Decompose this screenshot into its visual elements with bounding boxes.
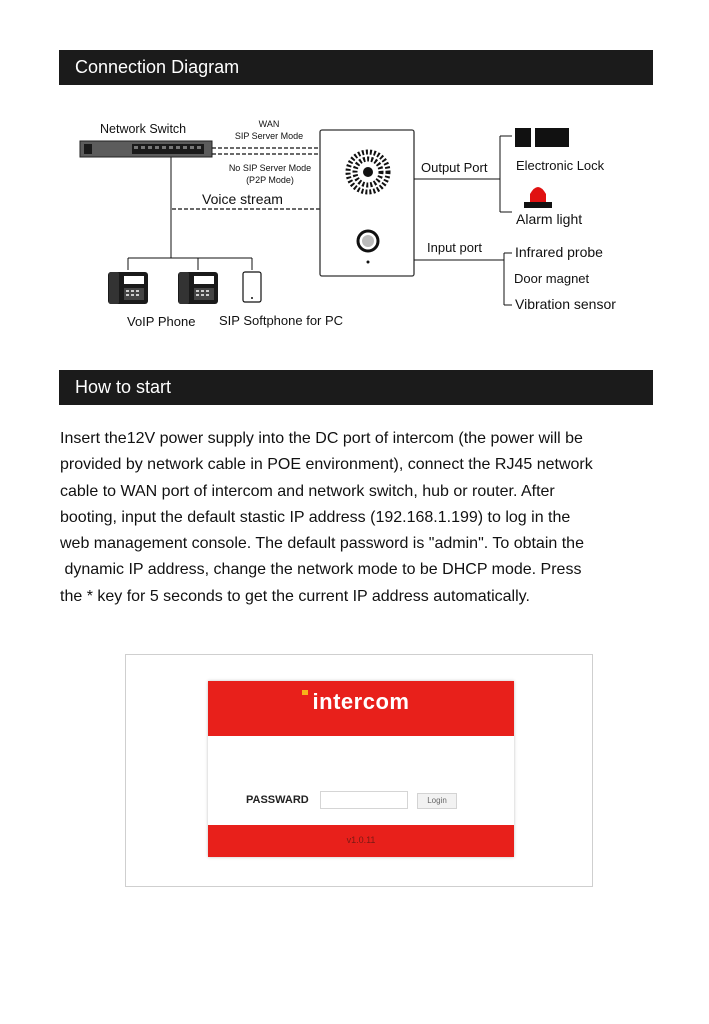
network-switch-label: Network Switch	[100, 122, 187, 136]
output-port-label: Output Port	[421, 160, 488, 175]
password-input[interactable]	[320, 791, 408, 809]
instruction-line: cable to WAN port of intercom and network switch, hub or router. After	[60, 482, 555, 500]
alarm-light-icon	[524, 187, 552, 208]
p2p-mode-label: (P2P Mode)	[246, 175, 294, 185]
electronic-lock-icon	[515, 128, 569, 147]
instruction-line: web management console. The default password is "admin". To obtain the	[60, 535, 584, 553]
speaker-grille-icon	[348, 152, 388, 192]
no-sip-server-mode-label: No SIP Server Mode	[228, 163, 312, 173]
voip-phone-label: VoIP Phone	[127, 314, 196, 329]
instruction-line: booting, input the default stastic IP address (192.168.1.199) to log in the	[60, 508, 571, 526]
instruction-line: the * key for 5 seconds to get the current IP address automatically.	[60, 587, 530, 605]
login-panel	[208, 681, 514, 857]
vibration-sensor-label: Vibration sensor	[515, 296, 616, 312]
intercom-logo: intercom	[312, 689, 410, 714]
instruction-line: dynamic IP address, change the network mode to be DHCP mode. Press	[60, 561, 582, 579]
voice-stream-label: Voice stream	[202, 191, 283, 207]
password-label: PASSWARD	[246, 794, 309, 806]
login-page-screenshot	[125, 654, 593, 887]
section-header-connection-diagram: Connection Diagram	[59, 50, 653, 85]
logo-accent-dot	[302, 690, 308, 695]
login-button[interactable]: Login	[417, 793, 457, 809]
sip-server-mode-label: SIP Server Mode	[234, 131, 304, 141]
login-footer	[208, 825, 514, 857]
version-label: v1.0.11	[346, 835, 376, 845]
smartphone-icon	[243, 272, 261, 302]
instruction-line: provided by network cable in POE environment), connect the RJ45 network	[60, 456, 593, 474]
alarm-light-label: Alarm light	[516, 211, 583, 227]
instruction-line: Insert the12V power supply into the DC port of intercom (the power will be	[60, 430, 583, 447]
connection-diagram	[0, 105, 709, 345]
infrared-probe-label: Infrared probe	[515, 244, 603, 260]
wan-label: WAN	[258, 119, 280, 129]
intercom-device	[320, 130, 414, 276]
instructions-paragraph	[60, 426, 670, 610]
door-magnet-label: Door magnet	[514, 271, 590, 286]
section-header-how-to-start: How to start	[59, 370, 653, 405]
login-header	[208, 681, 514, 736]
input-port-label: Input port	[427, 240, 482, 255]
sip-softphone-label: SIP Softphone for PC	[219, 313, 344, 328]
electronic-lock-label: Electronic Lock	[516, 158, 605, 173]
voip-phone-icon	[178, 272, 218, 304]
voip-phone-icon	[108, 272, 148, 304]
network-switch-icon	[80, 141, 212, 157]
